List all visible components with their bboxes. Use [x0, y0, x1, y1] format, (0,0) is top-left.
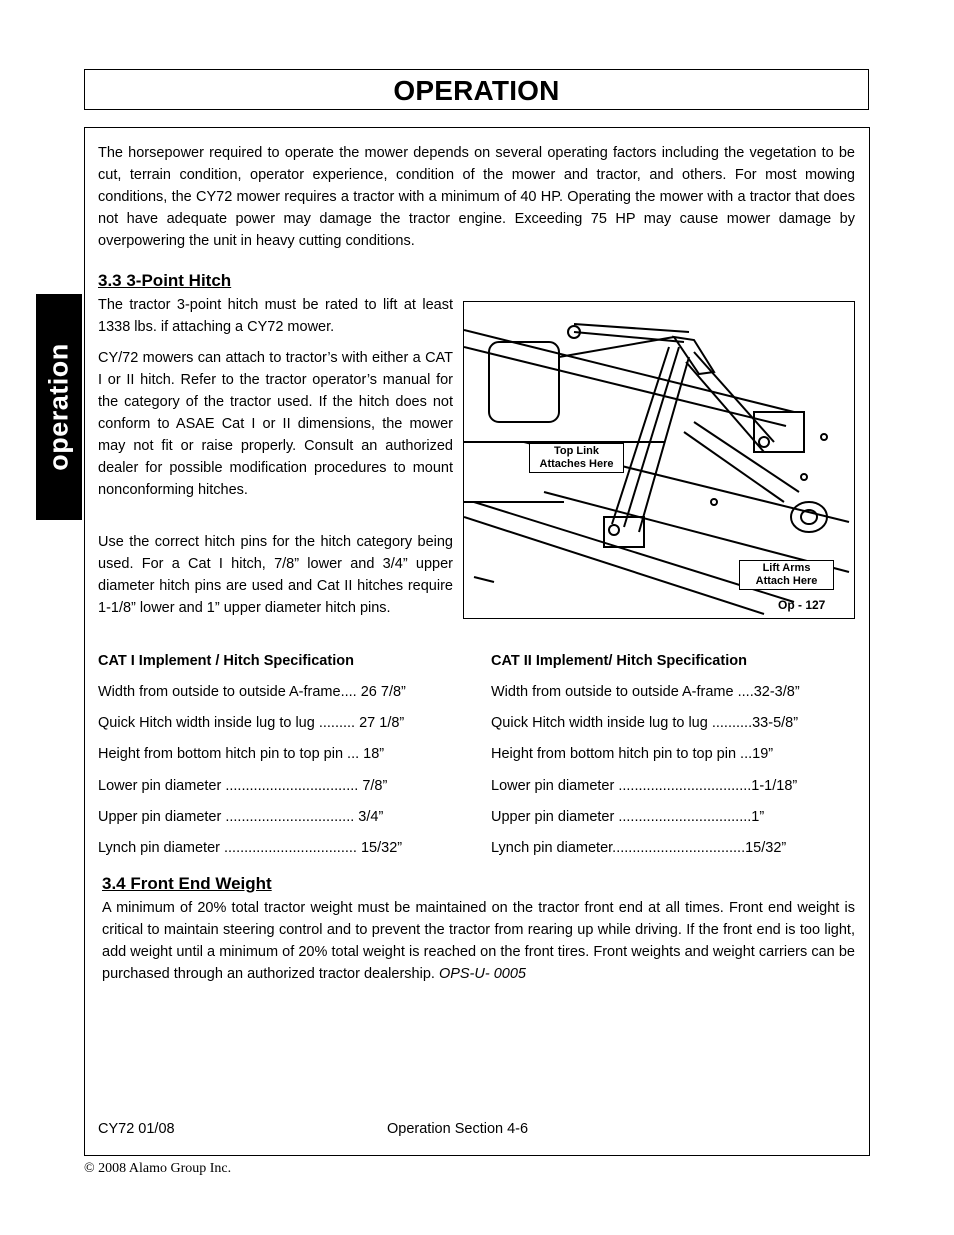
callout-lift-arms	[739, 560, 834, 590]
side-tab-label: operation	[43, 343, 74, 471]
header-box	[84, 69, 869, 110]
cat2-row: Lynch pin diameter.................................15/32”	[491, 840, 787, 856]
cat2-heading: CAT II Implement/ Hitch Specification	[491, 653, 747, 669]
footer-section-page: Operation Section 4-6	[387, 1121, 529, 1137]
callout-top-link-line-1: Top Link	[553, 445, 599, 457]
copyright: © 2008 Alamo Group Inc.	[84, 1161, 232, 1176]
cat1-row: Quick Hitch width inside lug to lug ......... 27 1/8”	[98, 715, 405, 731]
front-weight-text: A minimum of 20% total tractor weight must be maintained on the tractor front end at all times. Front end weight is critical to maintain steering control and to prevent the tractor from rearing up while driving. If the front end is too light, add weight until a minimum of 20% total weight is reached on the front tires. Front weights and weight carriers can be purchased through an authorized tractor dealership.	[102, 900, 855, 982]
hitch-figure	[463, 301, 855, 619]
cat2-row: Width from outside to outside A-frame ....32-3/8”	[491, 684, 800, 700]
cat1-row: Height from bottom hitch pin to top pin ... 18”	[98, 746, 385, 762]
hitch-para-1: The tractor 3-point hitch must be rated to lift at least 1338 lbs. if attaching a CY72 mower.	[98, 297, 453, 335]
cat2-row: Upper pin diameter .................................1”	[491, 809, 765, 825]
ops-code: OPS-U- 0005	[438, 966, 526, 982]
figure-id-label: Op - 127	[778, 598, 826, 612]
cat1-row: Upper pin diameter ................................ 3/4”	[98, 809, 384, 825]
cat2-row: Quick Hitch width inside lug to lug ..........33-5/8”	[491, 715, 799, 731]
hitch-para-2: CY/72 mowers can attach to tractor’s with either a CAT I or II hitch. Refer to the tractor operator’s manual for the category of the tractor used. If the hitch does not conform to ASAE Cat I or II dimensions, the mower may not fit or raise properly. Consult an authorized dealer for possible modification procedures to mount nonconforming hitches.	[98, 350, 453, 498]
callout-lift-arms-line-1: Lift Arms	[762, 562, 811, 574]
cat1-row: Lower pin diameter ................................. 7/8”	[98, 778, 388, 794]
hitch-para-3: Use the correct hitch pins for the hitch category being used. For a Cat I hitch, 7/8” lower and 3/4” upper diameter hitch pins are used and Cat II hitches require 1-1/8” lower and 1” upper diameter hitch pins.	[98, 534, 453, 616]
callout-top-link-line-2: Attaches Here	[539, 458, 614, 470]
front-weight-paragraph	[102, 897, 855, 985]
cat1-row: Width from outside to outside A-frame.... 26 7/8”	[98, 684, 406, 700]
section-heading-3-3: 3.3 3-Point Hitch	[98, 271, 232, 290]
footer-model-date: CY72 01/08	[98, 1121, 175, 1137]
cat2-row: Lower pin diameter .................................1-1/18”	[491, 778, 798, 794]
side-tab	[36, 294, 82, 520]
cat2-row: Height from bottom hitch pin to top pin ...19”	[491, 746, 774, 762]
cat1-heading: CAT I Implement / Hitch Specification	[98, 653, 354, 669]
callout-top-link	[529, 443, 624, 473]
callout-lift-arms-line-2: Attach Here	[755, 575, 818, 587]
section-heading-3-4: 3.4 Front End Weight	[102, 874, 272, 893]
page-title: OPERATION	[393, 75, 560, 106]
intro-paragraph: The horsepower required to operate the mower depends on several operating factors including the vegetation to be cut, terrain condition, operator experience, condition of the mower and tractor, and others. For most mowing conditions, the CY72 mower requires a tractor with a minimum of 40 HP. Operating the mower with a tractor that does not have adequate power may damage the tractor engine. Exceeding 75 HP may cause mower damage by overpowering the unit in heavy cutting conditions.	[98, 145, 855, 249]
cat1-row: Lynch pin diameter ................................. 15/32”	[98, 840, 403, 856]
